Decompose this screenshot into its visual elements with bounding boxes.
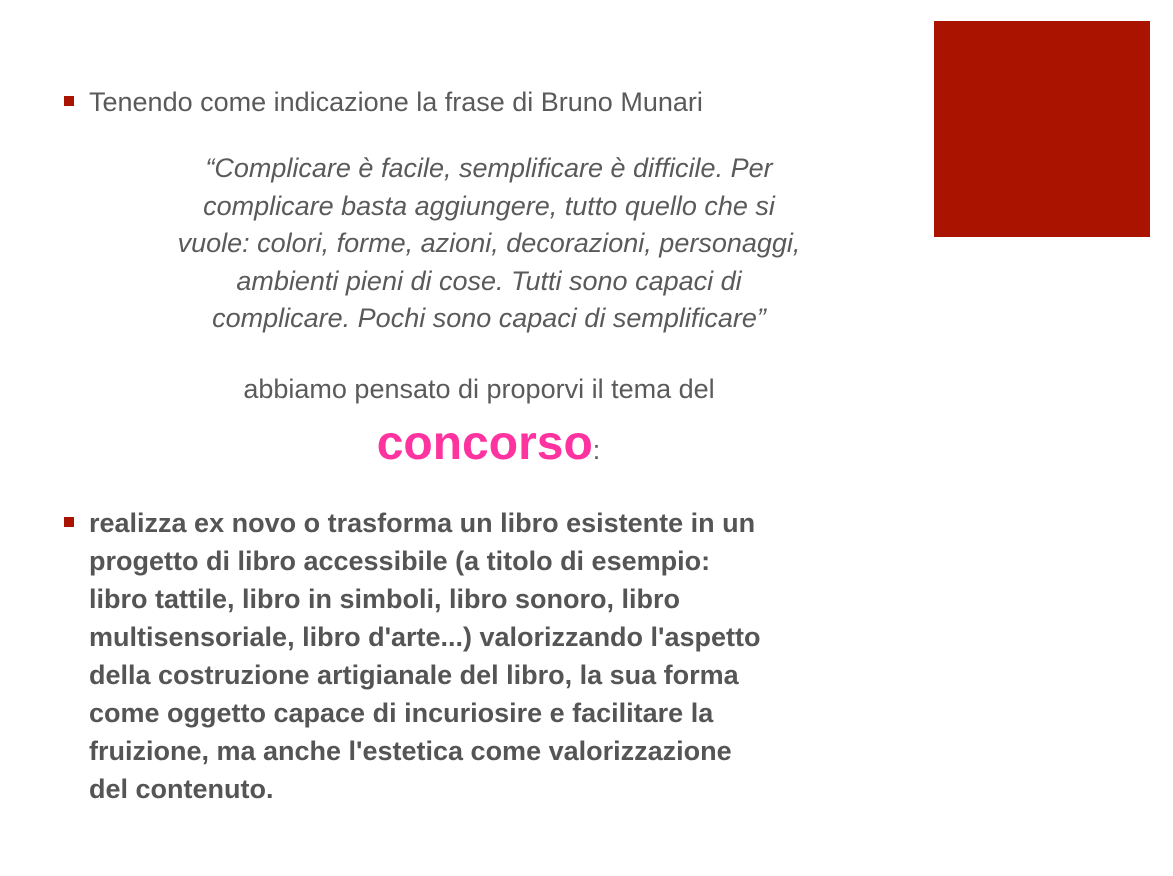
concorso-word: concorso	[376, 417, 593, 470]
quote-line: complicare basta aggiungere, tutto quello che si	[203, 190, 775, 221]
quote-line: complicare. Pochi sono capaci di semplificare”	[212, 303, 766, 333]
concorso-heading	[0, 414, 977, 474]
task-line: progetto di libro accessibile (a titolo di esempio:	[89, 546, 711, 576]
task-line: fruizione, ma anche l'estetica come valorizzazione	[89, 736, 732, 766]
task-description	[89, 504, 919, 808]
task-line: libro tattile, libro in simboli, libro sonoro, libro	[89, 584, 681, 614]
bullet-icon	[64, 96, 74, 106]
intro-text: Tenendo come indicazione la frase di Bruno Munari	[89, 87, 703, 117]
munari-quote	[74, 150, 904, 338]
accent-square	[934, 21, 1150, 237]
concorso-colon: :	[592, 435, 601, 465]
quote-line: vuole: colori, forme, azioni, decorazioni, personaggi,	[177, 228, 801, 258]
lead-text: abbiamo pensato di proporvi il tema del	[243, 374, 715, 404]
bullet-icon	[64, 517, 74, 527]
task-line: realizza ex novo o trasforma un libro esistente in un	[89, 508, 756, 538]
quote-line: ambienti pieni di cose. Tutti sono capaci di	[236, 265, 742, 296]
task-line: del contenuto.	[89, 774, 274, 804]
task-line: della costruzione artigianale del libro, la sua forma	[89, 660, 739, 690]
task-line: multisensoriale, libro d'arte...) valorizzando l'aspetto	[89, 622, 761, 652]
quote-line: “Complicare è facile, semplificare è difficile. Per	[205, 153, 773, 183]
task-line: come oggetto capace di incuriosire e facilitare la	[89, 698, 714, 728]
